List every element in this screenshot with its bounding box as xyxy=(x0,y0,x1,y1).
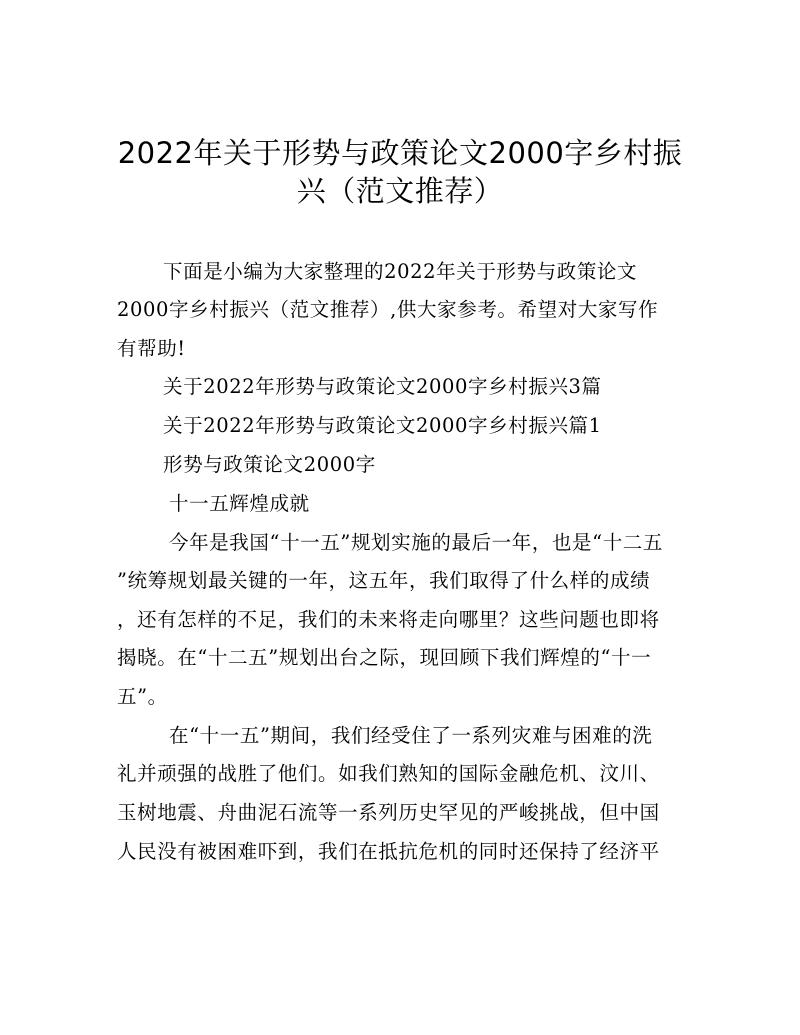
body-line-16: 人民没有被困难吓到，我们在抵抗危机的同时还保持了经济平 xyxy=(117,840,660,863)
body-line-1: 下面是小编为大家整理的2022年关于形势与政策论文 xyxy=(163,260,638,283)
body-line-3: 有帮助! xyxy=(117,337,186,360)
title-line-2: 兴（范文推荐） xyxy=(296,174,504,208)
body-line-7: 十一五辉煌成就 xyxy=(169,492,310,515)
body-line-2: 2000字乡村振兴（范文推荐）,供大家参考。希望对大家写作 xyxy=(117,298,659,321)
body-line-10: ，还有怎样的不足，我们的未来将走向哪里？这些问题也即将 xyxy=(117,608,660,631)
title-line-1: 2022年关于形势与政策论文2000字乡村振 xyxy=(117,136,683,170)
body-line-9: ”统筹规划最关键的一年，这五年，我们取得了什么样的成绩 xyxy=(117,569,651,592)
body-line-12: 五”。 xyxy=(117,685,168,708)
body-line-5: 关于2022年形势与政策论文2000字乡村振兴篇1 xyxy=(163,414,602,437)
body-line-4: 关于2022年形势与政策论文2000字乡村振兴3篇 xyxy=(163,375,602,398)
body-line-11: 揭晓。在“十二五”规划出台之际，现回顾下我们辉煌的“十一 xyxy=(117,646,652,669)
body-line-8: 今年是我国“十一五”规划实施的最后一年，也是“十二五 xyxy=(169,531,664,554)
body-line-6: 形势与政策论文2000字 xyxy=(163,453,376,476)
body-line-14: 礼并顽强的战胜了他们。如我们熟知的国际金融危机、汶川、 xyxy=(117,762,660,785)
body-line-13: 在“十一五”期间，我们经受住了一系列灾难与困难的洗 xyxy=(169,724,653,747)
body-line-15: 玉树地震、舟曲泥石流等一系列历史罕见的严峻挑战，但中国 xyxy=(117,801,660,824)
